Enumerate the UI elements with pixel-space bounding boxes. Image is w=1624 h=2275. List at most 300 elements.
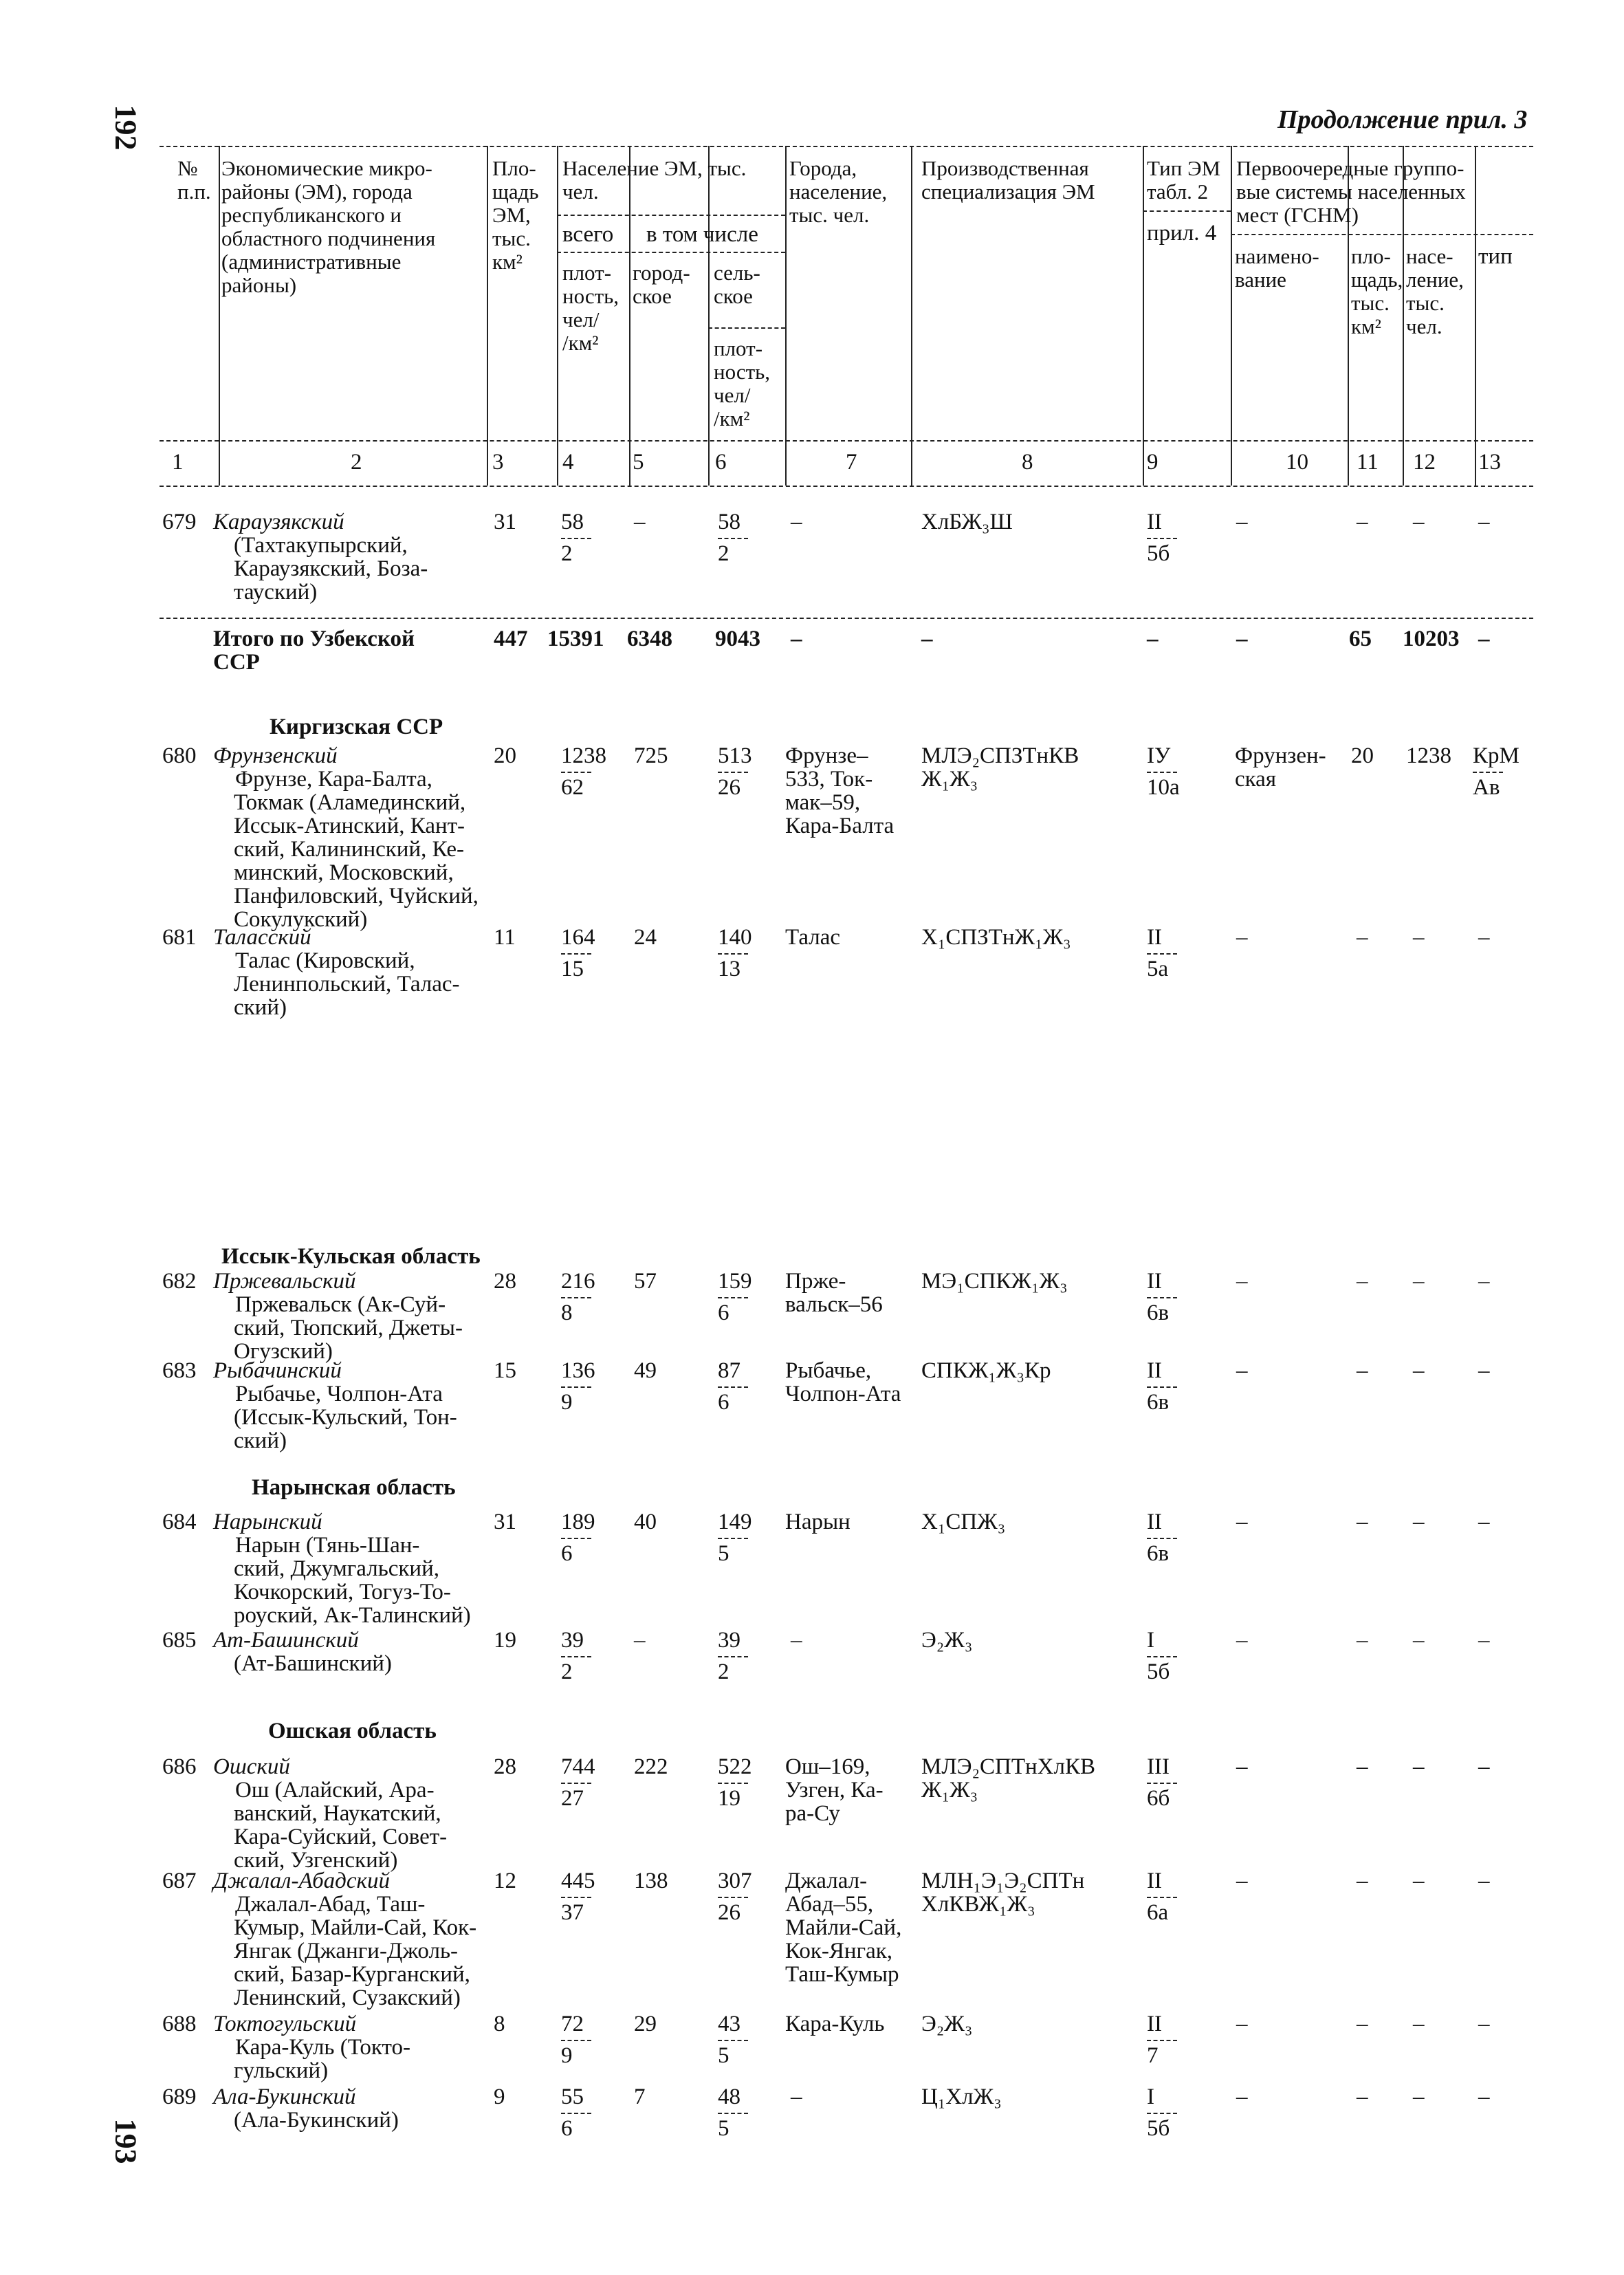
header-col-10-group-line: мест (ГСНМ) (1236, 203, 1359, 227)
header-col-2-line: районы (ЭМ), города (221, 179, 413, 204)
row-population-value: 164 (561, 925, 595, 950)
row-rural-density: 19 (718, 1786, 740, 1811)
row-population-value: 1238 (561, 743, 606, 768)
row-description: Сокулукский) (234, 907, 368, 932)
row-rural-density: 6 (718, 1390, 729, 1415)
row-rural-density: 6 (718, 1300, 729, 1325)
row-rural-value: 522 (718, 1754, 752, 1779)
row-type-value: II (1147, 1510, 1162, 1534)
total-gsnm-name: – (1236, 627, 1248, 651)
row-population-value: 189 (561, 1510, 595, 1534)
header-col-13: тип (1478, 244, 1513, 269)
row-description: (Тахтакупырский, (234, 533, 408, 558)
row-type-value: II (1147, 1869, 1162, 1893)
column-number: 3 (492, 450, 504, 475)
row-rural-density: 5 (718, 2116, 729, 2141)
row-type-density: 5б (1147, 541, 1170, 566)
row-rural-value: 39 (718, 1628, 740, 1653)
row-city: ра-Су (785, 1801, 840, 1826)
row-urban: 24 (634, 925, 657, 950)
row-population-value: 58 (561, 510, 584, 534)
header-col-9 (1147, 157, 1220, 204)
row-gsnm-pop: – (1413, 1269, 1425, 1294)
row-name: Караузякский (213, 510, 344, 534)
header-col-6-density-line: чел/ (714, 383, 751, 407)
row-urban: 138 (634, 1869, 668, 1893)
row-gsnm-name: – (1236, 510, 1248, 534)
row-specialization-2: Ж₁Ж₃ (921, 767, 978, 792)
row-type-density: 5а (1147, 957, 1169, 981)
row-description: роуский, Ак-Талинский) (234, 1603, 471, 1628)
header-col-12-line: ление, (1406, 268, 1464, 292)
row-description: Рыбачье, Чолпон-Ата (235, 1382, 443, 1406)
row-type-density: 5б (1147, 1659, 1170, 1684)
row-rural-bar (718, 1538, 748, 1539)
page-number-right: 193 (109, 2118, 143, 2164)
row-gsnm-pop: 1238 (1406, 743, 1451, 768)
row-rural-value: 58 (718, 510, 740, 534)
row-rural-bar (718, 538, 748, 539)
column-number: 1 (172, 450, 184, 475)
row-rural-value: 149 (718, 1510, 752, 1534)
row-name: Пржевальский (213, 1269, 356, 1294)
header-col-6-density (714, 337, 770, 431)
row-description: ский, Тюпский, Джеты- (234, 1316, 463, 1340)
row-population-bar (561, 1386, 591, 1388)
row-type-value: I (1147, 2084, 1154, 2109)
header-col-4-group (562, 157, 746, 204)
row-rural-value: 513 (718, 743, 752, 768)
row-population (561, 510, 591, 565)
row-population-density: 15 (561, 957, 584, 981)
row-population-bar (561, 2113, 591, 2114)
row-type-bar (1147, 1656, 1177, 1657)
row-description: Караузякский, Боза- (234, 556, 428, 581)
row-rural (718, 1755, 752, 1810)
header-col-12 (1406, 245, 1464, 338)
row-city-dash: – (791, 1628, 802, 1653)
continuation-label: Продолжение прил. 3 (1277, 105, 1528, 134)
row-gsnm-type: – (1478, 1869, 1490, 1893)
row-population (561, 1869, 595, 1924)
row-type-bar (1147, 772, 1177, 773)
row-urban: 29 (634, 2012, 657, 2036)
row-specialization: СПКЖ₁Ж₃Кр (921, 1358, 1051, 1383)
row-specialization: Х₁СПЗТнЖ₁Ж₃ (921, 925, 1071, 950)
row-population-bar (561, 1897, 591, 1898)
row-gsnm-area: – (1357, 925, 1368, 950)
header-column-rule (219, 146, 220, 486)
header-col-4-group-line: Население ЭМ, тыс. (562, 156, 747, 180)
row-description: ский) (234, 995, 287, 1020)
row-urban: 725 (634, 743, 668, 768)
row-number: 687 (162, 1869, 197, 1893)
row-number: 688 (162, 2012, 197, 2036)
row-specialization: Ц₁ХлЖ₃ (921, 2084, 1002, 2109)
row-urban: – (634, 1628, 646, 1653)
row-population-bar (561, 1297, 591, 1298)
header-col-7-line: Города, (789, 156, 857, 180)
row-population-value: 72 (561, 2012, 584, 2036)
column-number: 4 (562, 450, 574, 475)
row-population-density: 2 (561, 541, 573, 566)
row-population (561, 2012, 591, 2067)
header-col-4-density-line: ность, (562, 284, 619, 308)
row-area: 15 (494, 1358, 516, 1383)
header-col-10-line: наимено- (1235, 244, 1319, 268)
row-population-value: 445 (561, 1869, 595, 1893)
row-rural (718, 2085, 748, 2140)
row-rural-bar (718, 772, 748, 773)
row-population-density: 27 (561, 1786, 584, 1811)
header-col-7-line: тыс. чел. (789, 203, 870, 227)
row-population-value: 136 (561, 1358, 595, 1383)
row-gsnm-pop: – (1413, 925, 1425, 950)
row-gsnm-type: – (1478, 1269, 1490, 1294)
row-rural (718, 744, 752, 799)
header-col-9-sub: прил. 4 (1147, 221, 1217, 246)
row-type-density: 6в (1147, 1541, 1170, 1566)
row-number: 685 (162, 1628, 197, 1653)
row-rural-density: 5 (718, 2043, 729, 2068)
row-gsnm-pop: – (1413, 2084, 1425, 2109)
column-number: 6 (715, 450, 727, 475)
row-type-bar (1147, 1538, 1177, 1539)
row-rural-density: 26 (718, 775, 740, 800)
row-city: Таш-Кумыр (785, 1962, 899, 1987)
row-type-bar (1147, 2040, 1177, 2041)
header-bottom-rule (160, 486, 1533, 487)
row-specialization: МЭ₁СПКЖ₁Ж₃ (921, 1269, 1068, 1294)
row-urban: 49 (634, 1358, 657, 1383)
row-description: Кумыр, Майли-Сай, Кок- (234, 1915, 477, 1940)
row-rural-density: 13 (718, 957, 740, 981)
header-column-rule (1143, 146, 1144, 486)
row-specialization-2: ХлКВЖ₁Ж₃ (921, 1892, 1035, 1917)
row-description: минский, Московский, (234, 860, 454, 885)
total-population: 15391 (547, 627, 604, 651)
row-rural-density: 2 (718, 541, 729, 566)
header-col-2-line: республиканского и (221, 203, 402, 227)
header-col-5-line: ское (633, 284, 672, 308)
header-col-10-group-line: вые системы населенных (1236, 179, 1466, 204)
row-description: (Ала-Букинский) (234, 2108, 399, 2133)
header-col-1-line: п.п. (177, 179, 211, 204)
row-gsnm-area: – (1357, 1869, 1368, 1893)
header-col-6-density-line: плот- (714, 336, 763, 360)
row-type-bar (1147, 538, 1177, 539)
row-gsnm-pop: – (1413, 510, 1425, 534)
header-col-6-line: сель- (714, 261, 760, 285)
row-type-value: II (1147, 925, 1162, 950)
row-population-value: 744 (561, 1754, 595, 1779)
row-description: Иссык-Атинский, Кант- (234, 814, 465, 838)
row-description: Фрунзе, Кара-Балта, (235, 767, 432, 792)
row-gsnm-type: – (1478, 1628, 1490, 1653)
row-population-density: 9 (561, 2043, 573, 2068)
row-population-density: 37 (561, 1900, 584, 1925)
row-type (1147, 1510, 1177, 1565)
row-gsnm-area: – (1357, 1358, 1368, 1383)
row-description: Ош (Алайский, Ара- (235, 1778, 435, 1803)
row-number: 686 (162, 1754, 197, 1779)
header-sub-rule (1143, 210, 1231, 212)
header-col-8-line: специализация ЭМ (921, 179, 1095, 204)
row-city: Абад–55, (785, 1892, 874, 1917)
header-col-6-density-line: /км² (714, 406, 750, 431)
row-rural (718, 1359, 748, 1414)
row-rural (718, 1629, 748, 1684)
row-type-value: III (1147, 1754, 1170, 1779)
row-gsnm-name: – (1236, 1628, 1248, 1653)
column-number: 2 (351, 450, 362, 475)
row-number: 679 (162, 510, 197, 534)
row-city: Узген, Ка- (785, 1778, 884, 1803)
row-gsnm-name: – (1236, 2084, 1248, 2109)
section-issyk: Иссык-Кульская область (221, 1244, 481, 1269)
row-description: Токмак (Аламединский, (234, 790, 466, 815)
row-description: Пржевальск (Ак-Суй- (235, 1292, 446, 1317)
row-description: тауский) (234, 580, 318, 605)
row-population (561, 2085, 591, 2140)
row-specialization: МЛЭ₂СПЗТнКВ (921, 743, 1079, 768)
row-urban: 57 (634, 1269, 657, 1294)
row-rural-density: 26 (718, 1900, 740, 1925)
header-col-4-density-line: /км² (562, 331, 599, 355)
header-col-11 (1351, 245, 1403, 338)
row-city: Нарын (785, 1510, 851, 1534)
total-area: 447 (494, 627, 528, 651)
row-city: Джалал- (785, 1869, 868, 1893)
row-number: 681 (162, 925, 197, 950)
row-area: 28 (494, 1754, 516, 1779)
row-type (1147, 1755, 1177, 1810)
row-city-dash: – (791, 2084, 802, 2109)
row-name: Фрунзенский (213, 743, 338, 768)
row-type-bar (1147, 1386, 1177, 1388)
row-area: 8 (494, 2012, 505, 2036)
row-population-bar (561, 2040, 591, 2041)
row-gsnm-name: – (1236, 1269, 1248, 1294)
row-population (561, 1510, 595, 1565)
row-gsnm-type: – (1478, 1358, 1490, 1383)
row-type (1147, 510, 1177, 565)
row-population (561, 1359, 595, 1414)
row-rural-density: 2 (718, 1659, 729, 1684)
header-col-7 (789, 157, 887, 227)
row-gsnm-name: ская (1235, 767, 1277, 792)
row-gsnm-pop: – (1413, 1628, 1425, 1653)
row-gsnm-name: – (1236, 925, 1248, 950)
row-rural (718, 1270, 752, 1325)
row-type-density: 6б (1147, 1786, 1170, 1811)
row-rural-bar (718, 2113, 748, 2114)
row-description: (Иссык-Кульский, Тон- (234, 1405, 457, 1430)
row-type-bar (1147, 953, 1177, 955)
row-population-density: 6 (561, 1541, 573, 1566)
row-rural-value: 159 (718, 1269, 752, 1294)
header-col-2-line: (административные (221, 250, 402, 274)
row-area: 31 (494, 510, 516, 534)
row-specialization: МЛЭ₂СПТнХлКВ (921, 1754, 1095, 1779)
row-city: Чолпон-Ата (785, 1382, 901, 1406)
row-specialization: Э₂Ж₃ (921, 1628, 973, 1653)
row-rural (718, 926, 752, 981)
row-rural-bar (718, 1386, 748, 1388)
row-type (1147, 1629, 1177, 1684)
row-specialization-2: Ж₁Ж₃ (921, 1778, 978, 1803)
row-specialization: ХлБЖ₃Ш (921, 510, 1013, 534)
row-city: Кок-Янгак, (785, 1939, 893, 1963)
row-description: гульский) (234, 2058, 329, 2083)
row-gsnm-name: – (1236, 1869, 1248, 1893)
row-type-bar (1147, 1897, 1177, 1898)
row-rural-value: 87 (718, 1358, 740, 1383)
header-col-3-line: щадь (492, 179, 539, 204)
row-type-value: II (1147, 1269, 1162, 1294)
row-population (561, 1270, 595, 1325)
header-col-10-line: вание (1235, 268, 1286, 292)
row-specialization: Х₁СПЖ₃ (921, 1510, 1006, 1534)
row-rural-value: 140 (718, 925, 752, 950)
row-description: Джалал-Абад, Таш- (235, 1892, 426, 1917)
row-rural-bar (718, 1897, 748, 1898)
row-rural-bar (718, 1297, 748, 1298)
row-description: Ленинпольский, Талас- (234, 972, 460, 997)
section-osh: Ошская область (268, 1719, 437, 1743)
row-city: 533, Ток- (785, 767, 873, 792)
row-type-bar (1147, 1297, 1177, 1298)
header-col-4-group-line: чел. (562, 179, 599, 204)
header-col-10 (1235, 245, 1319, 292)
row-description: Ленинский, Сузакский) (234, 1985, 461, 2010)
header-col-3-line: тыс. (492, 226, 531, 250)
row-rural-value: 48 (718, 2084, 740, 2109)
header-col-8-line: Производственная (921, 156, 1089, 180)
row-type-density: 10а (1147, 775, 1180, 800)
row-name: Ат-Башинский (213, 1628, 359, 1653)
row-type-bar (1147, 2113, 1177, 2114)
row-population-bar (561, 953, 591, 955)
row-type (1147, 2085, 1177, 2140)
row-gsnm-type: – (1478, 1510, 1490, 1534)
header-col-11-line: тыс. (1351, 291, 1390, 315)
header-col-6-line: ское (714, 284, 753, 308)
header-column-rule (785, 146, 787, 486)
column-number: 8 (1022, 450, 1033, 475)
row-population-density: 2 (561, 1659, 573, 1684)
row-name: Ошский (213, 1754, 290, 1779)
row-population-bar (561, 1656, 591, 1657)
row-description: Кочкорский, Тогуз-То- (234, 1580, 451, 1604)
column-number: 5 (633, 450, 644, 475)
row-type-density: 6в (1147, 1300, 1170, 1325)
row-gsnm-area: 20 (1351, 743, 1374, 768)
row-population (561, 926, 595, 981)
row-description: (Ат-Башинский) (234, 1651, 392, 1676)
row-type-value: II (1147, 2012, 1162, 2036)
row-description: ский, Базар-Курганский, (234, 1962, 470, 1987)
header-col-2-line: Экономические микро- (221, 156, 432, 180)
row-gsnm-type: – (1478, 2012, 1490, 2036)
row-gsnm-pop: – (1413, 2012, 1425, 2036)
row-description: Талас (Кировский, (235, 948, 415, 973)
row-type (1147, 926, 1177, 981)
total-label: Итого по Узбекской (213, 627, 415, 651)
header-col-5-line: город- (633, 261, 690, 285)
header-col-4-incl: в том числе (646, 222, 758, 247)
row-rural-bar (718, 953, 748, 955)
header-col-4-density-line: плот- (562, 261, 612, 285)
row-city: Рыбачье, (785, 1358, 872, 1383)
header-col-10-group-line: Первоочередные группо- (1236, 156, 1464, 180)
row-gsnm-name: – (1236, 1358, 1248, 1383)
row-population-density: 8 (561, 1300, 573, 1325)
row-rural-bar (718, 1656, 748, 1657)
row-description: Огузский) (234, 1339, 333, 1364)
header-column-rule (1231, 146, 1232, 486)
column-number: 12 (1413, 450, 1436, 475)
row-area: 12 (494, 1869, 516, 1893)
header-col-11-line: пло- (1351, 244, 1391, 268)
total-rural: 9043 (715, 627, 760, 651)
header-col-5 (633, 261, 690, 308)
header-col-8 (921, 157, 1095, 204)
row-city: Талас (785, 925, 841, 950)
row-city: Кара-Балта (785, 814, 895, 838)
header-col-4-density-line: чел/ (562, 307, 600, 331)
row-type (1147, 1359, 1177, 1414)
row-population (561, 1755, 595, 1810)
row-name: Таласский (213, 925, 311, 950)
row-description: Кара-Куль (Токто- (235, 2035, 410, 2060)
row-type-value: II (1147, 510, 1162, 534)
header-col-4-total: всего (562, 222, 614, 247)
row-gsnm-type: – (1478, 1754, 1490, 1779)
page-number-left: 192 (109, 105, 143, 151)
total-gsnm-pop: 10203 (1403, 627, 1460, 651)
header-col-7-line: население, (789, 179, 888, 204)
total-label-2: ССР (213, 650, 260, 675)
row-population-value: 216 (561, 1269, 595, 1294)
row-name: Рыбачинский (213, 1358, 342, 1383)
row-gsnm-type: – (1478, 925, 1490, 950)
row-area: 20 (494, 743, 516, 768)
header-num-rule (160, 440, 1533, 442)
row-gsnm-area: – (1357, 510, 1368, 534)
header-col-2-line: областного подчинения (221, 226, 436, 250)
header-column-rule (557, 146, 558, 486)
row-urban: 40 (634, 1510, 657, 1534)
row-name: Ала-Букинский (213, 2084, 356, 2109)
row-gsnm-area: – (1357, 1510, 1368, 1534)
row-type-density: 7 (1147, 2043, 1159, 2068)
row-gsnm-pop: – (1413, 1358, 1425, 1383)
row-gsnm-area: – (1357, 1269, 1368, 1294)
section-naryn: Нарынская область (252, 1475, 456, 1500)
row-number: 689 (162, 2084, 197, 2109)
row-gsnm-type-density: Ав (1473, 775, 1500, 800)
row-type (1147, 1869, 1177, 1924)
row-number: 684 (162, 1510, 197, 1534)
column-number: 7 (846, 450, 857, 475)
header-col-6-density-line: ность, (714, 360, 771, 384)
row-urban: 7 (634, 2084, 646, 2109)
row-rural (718, 510, 748, 565)
row-city: Кара-Куль (785, 2012, 885, 2036)
total-gsnm-type: – (1478, 627, 1490, 651)
row-gsnm-name: Фрунзен- (1235, 743, 1326, 768)
